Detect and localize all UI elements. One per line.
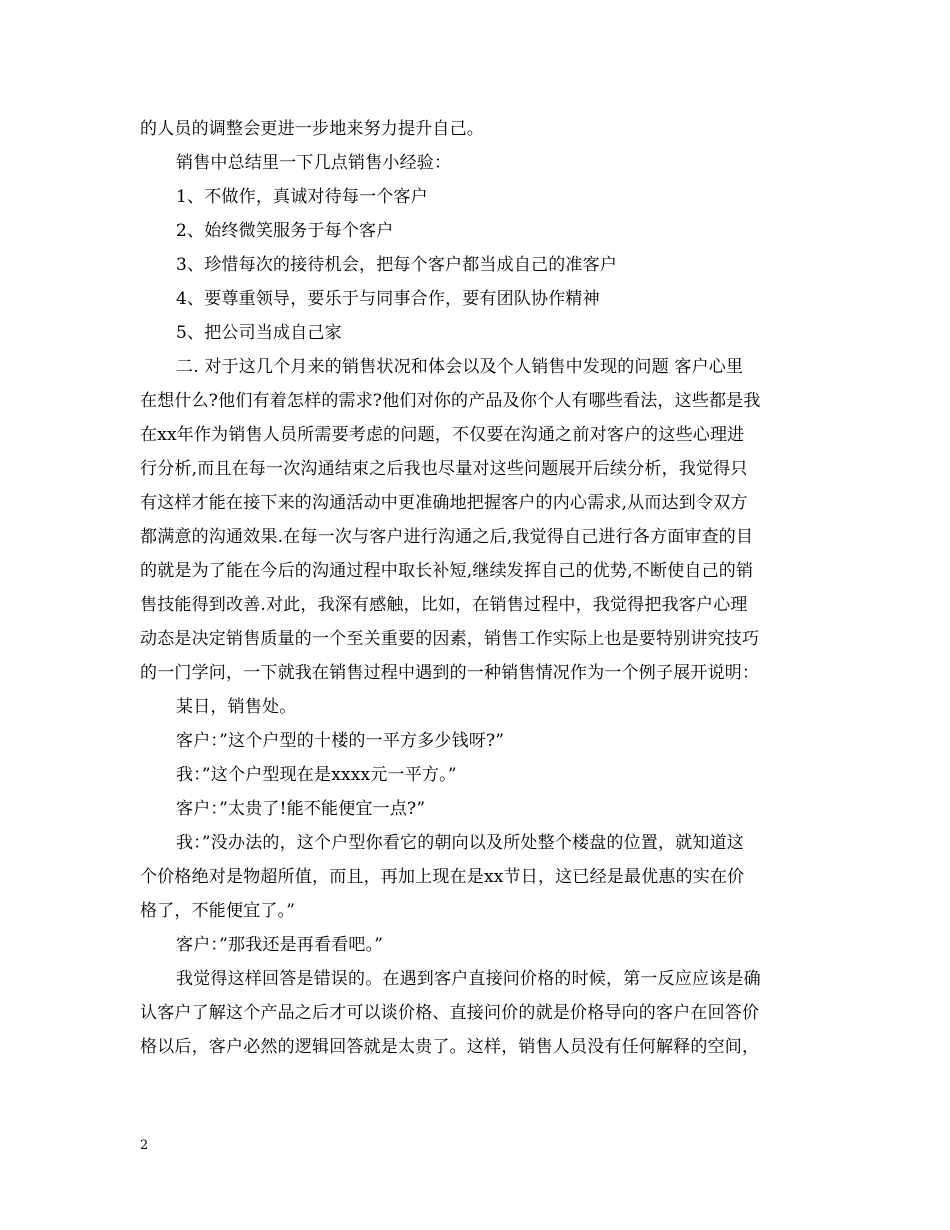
- dialogue-line: 客户：”那我还是再看看吧。”: [176, 935, 384, 955]
- page-number: 2: [140, 1138, 149, 1153]
- text-line: 在想什么?他们有着怎样的需求?他们对你的产品及你个人有哪些看法，这些都是我: [140, 391, 761, 411]
- text-line: 格以后，客户必然的逻辑回答就是太贵了。这样，销售人员没有任何解释的空间，: [140, 1037, 760, 1057]
- text-line: 某日，销售处。: [176, 697, 297, 717]
- text-line: 的就是为了能在今后的沟通过程中取长补短,继续发挥自己的优势,不断使自己的销: [140, 561, 754, 581]
- text-line: 的人员的调整会更进一步地来努力提升自己。: [140, 119, 484, 139]
- text-line: 认客户了解这个产品之后才可以谈价格、直接问价的就是价格导向的客户在回答价: [140, 1003, 760, 1023]
- dialogue-line: 我：”没办法的，这个户型你看它的朝向以及所处整个楼盘的位置，就知道这: [176, 833, 744, 853]
- text-line: 在xx年作为销售人员所需要考虑的问题，不仅要在沟通之前对客户的这些心理进: [140, 425, 745, 445]
- list-item: 3、珍惜每次的接待机会，把每个客户都当成自己的准客户: [176, 255, 618, 275]
- text-line: 的一门学问，一下就我在销售过程中遇到的一种销售情况作为一个例子展开说明：: [140, 663, 760, 683]
- list-item: 1、不做作，真诚对待每一个客户: [176, 187, 428, 207]
- text-line: 行分析,而且在每一次沟通结束之后我也尽量对这些问题展开后续分析，我觉得只: [140, 459, 748, 479]
- text-line: 格了，不能便宜了。”: [140, 901, 296, 921]
- dialogue-line: 我：”这个户型现在是xxxx元一平方。”: [176, 765, 457, 785]
- text-line: 我觉得这样回答是错误的。在遇到客户直接问价格的时候，第一反应应该是确: [176, 969, 761, 989]
- list-item: 4、要尊重领导，要乐于与同事合作，要有团队协作精神: [176, 289, 600, 309]
- text-line: 售技能得到改善.对此，我深有感触，比如，在销售过程中，我觉得把我客户心理: [140, 595, 748, 615]
- section-heading-line: 二. 对于这几个月来的销售状况和体会以及个人销售中发现的问题 客户心里: [176, 357, 744, 377]
- dialogue-line: 客户：”太贵了!能不能便宜一点?”: [176, 799, 426, 819]
- text-line: 销售中总结里一下几点销售小经验：: [176, 153, 452, 173]
- text-line: 都满意的沟通效果.在每一次与客户进行沟通之后,我觉得自己进行各方面审查的目: [140, 527, 754, 547]
- list-item: 5、把公司当成自己家: [176, 323, 342, 343]
- text-line: 个价格绝对是物超所值，而且，再加上现在是xx节日，这已经是最优惠的实在价: [140, 867, 745, 887]
- dialogue-line: 客户：”这个户型的十楼的一平方多少钱呀?”: [176, 731, 505, 751]
- text-line: 动态是决定销售质量的一个至关重要的因素，销售工作实际上也是要特别讲究技巧: [140, 629, 760, 649]
- list-item: 2、始终微笑服务于每个客户: [176, 221, 394, 241]
- text-line: 有这样才能在接下来的沟通活动中更准确地把握客户的内心需求,从而达到令双方: [140, 493, 748, 513]
